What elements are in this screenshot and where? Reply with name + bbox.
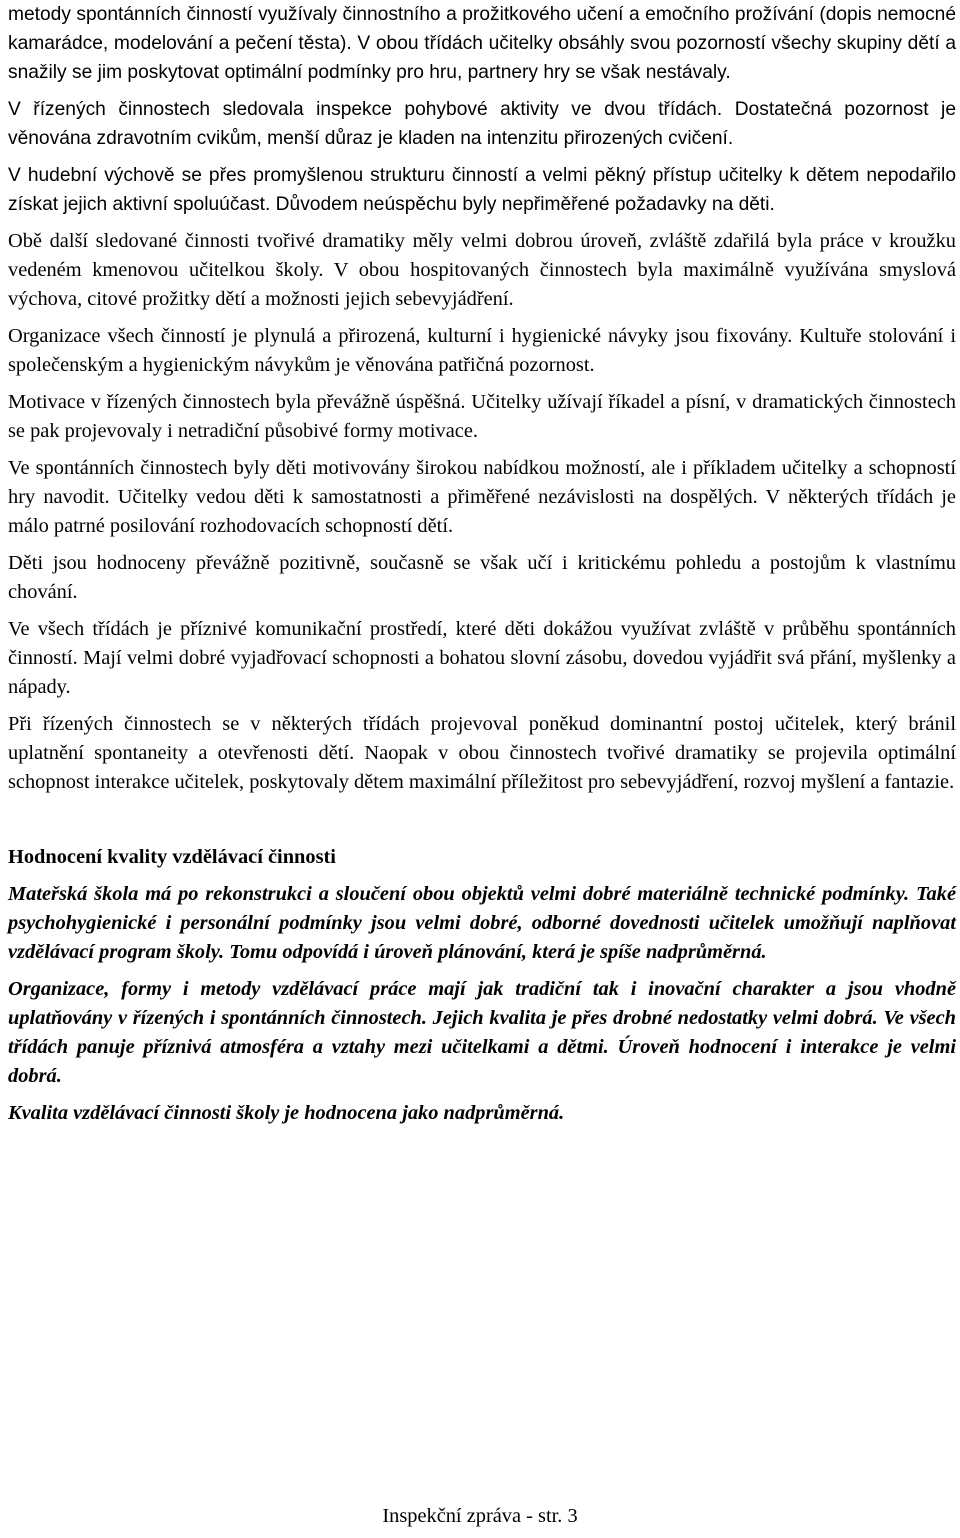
body-paragraph: Motivace v řízených činnostech byla převážně úspěšná. Učitelky užívají říkadel a písní, v dramatických činnostech se pak projevovaly i netradiční působivé formy motivace. bbox=[8, 391, 956, 442]
document-page bbox=[8, 0, 956, 1128]
body-paragraph: Obě další sledované činnosti tvořivé dramatiky měly velmi dobrou úroveň, zvláště zdařilá byla práce v kroužku vedeném kmenovou učitelkou školy. V obou hospitovaných činnostech byla maximálně využívána smyslová výchova, citové prožitky dětí a možnosti jejich sebevyjádření. bbox=[8, 230, 956, 310]
body-paragraph: Organizace všech činností je plynulá a přirozená, kulturní i hygienické návyky jsou fixovány. Kultuře stolování i společenským a hygienickým návykům je věnována patřičná pozornost. bbox=[8, 325, 956, 376]
body-paragraph: Ve spontánních činnostech byly děti motivovány širokou nabídkou možností, ale i příkladem učitelky a schopností hry navodit. Učitelky vedou děti k samostatnosti a přiměřené nezávislosti na dospělých. V některých třídách je málo patrné posilování rozhodovacích schopností dětí. bbox=[8, 457, 956, 537]
section-heading: Hodnocení kvality vzdělávací činnosti bbox=[8, 846, 336, 868]
body-paragraph: V řízených činnostech sledovala inspekce pohybové aktivity ve dvou třídách. Dostatečná pozornost je věnována zdravotním cvikům, menší důraz je kladen na intenzitu přirozených cvičení. bbox=[8, 99, 956, 149]
body-paragraph: Při řízených činnostech se v některých třídách projevoval poněkud dominantní postoj učitelek, který bránil uplatnění spontaneity a otevřenosti dětí. Naopak v obou činnostech tvořivé dramatiky se projevila optimální schopnost interakce učitelek, poskytovaly dětem maximální příležitost pro sebevyjádření, rozvoj myšlení a fantazie. bbox=[8, 713, 956, 793]
body-paragraph: V hudební výchově se přes promyšlenou strukturu činností a velmi pěkný přístup učitelky k dětem nepodařilo získat jejich aktivní spoluúčast. Důvodem neúspěchu byly nepřiměřené požadavky na děti. bbox=[8, 165, 956, 215]
body-paragraph: metody spontánních činností využívaly činnostního a prožitkového učení a emočního prožívání (dopis nemocné kamarádce, modelování a pečení těsta). V obou třídách učitelky obsáhly svou pozorností všechy skupiny dětí a snažily se jim poskytovat optimální podmínky pro hru, partnery hry se však nestávaly. bbox=[8, 4, 956, 83]
summary-paragraph: Kvalita vzdělávací činnosti školy je hodnocena jako nadprůměrná. bbox=[8, 1102, 565, 1124]
body-paragraph: Ve všech třídách je příznivé komunikační prostředí, které děti dokážou využívat zvláště v průběhu spontánních činností. Mají velmi dobré vyjadřovací schopnosti a bohatou slovní zásobu, dovedou vyjádřit svá přání, myšlenky a nápady. bbox=[8, 618, 956, 698]
summary-paragraph: Organizace, formy i metody vzdělávací práce mají jak tradiční tak i inovační charakter a jsou vhodně uplatňovány v řízených i spontánních činnostech. Jejich kvalita je přes drobné nedostatky velmi dobrá. Ve všech třídách panuje příznivá atmosféra a vztahy mezi učitelkami a dětmi. Úroveň hodnocení i interakce je velmi dobrá. bbox=[8, 978, 956, 1087]
body-paragraph: Děti jsou hodnoceny převážně pozitivně, současně se však učí i kritickému pohledu a postojům k vlastnímu chování. bbox=[8, 552, 956, 603]
page-footer: Inspekční zpráva - str. 3 bbox=[382, 1505, 578, 1527]
summary-paragraph: Mateřská škola má po rekonstrukci a sloučení obou objektů velmi dobré materiálně technické podmínky. Také psychohygienické i personální podmínky jsou velmi dobré, odborné dovednosti učitelek umožňují naplňovat vzdělávací program školy. Tomu odpovídá i úroveň plánování, která je spíše nadprůměrná. bbox=[8, 883, 956, 963]
